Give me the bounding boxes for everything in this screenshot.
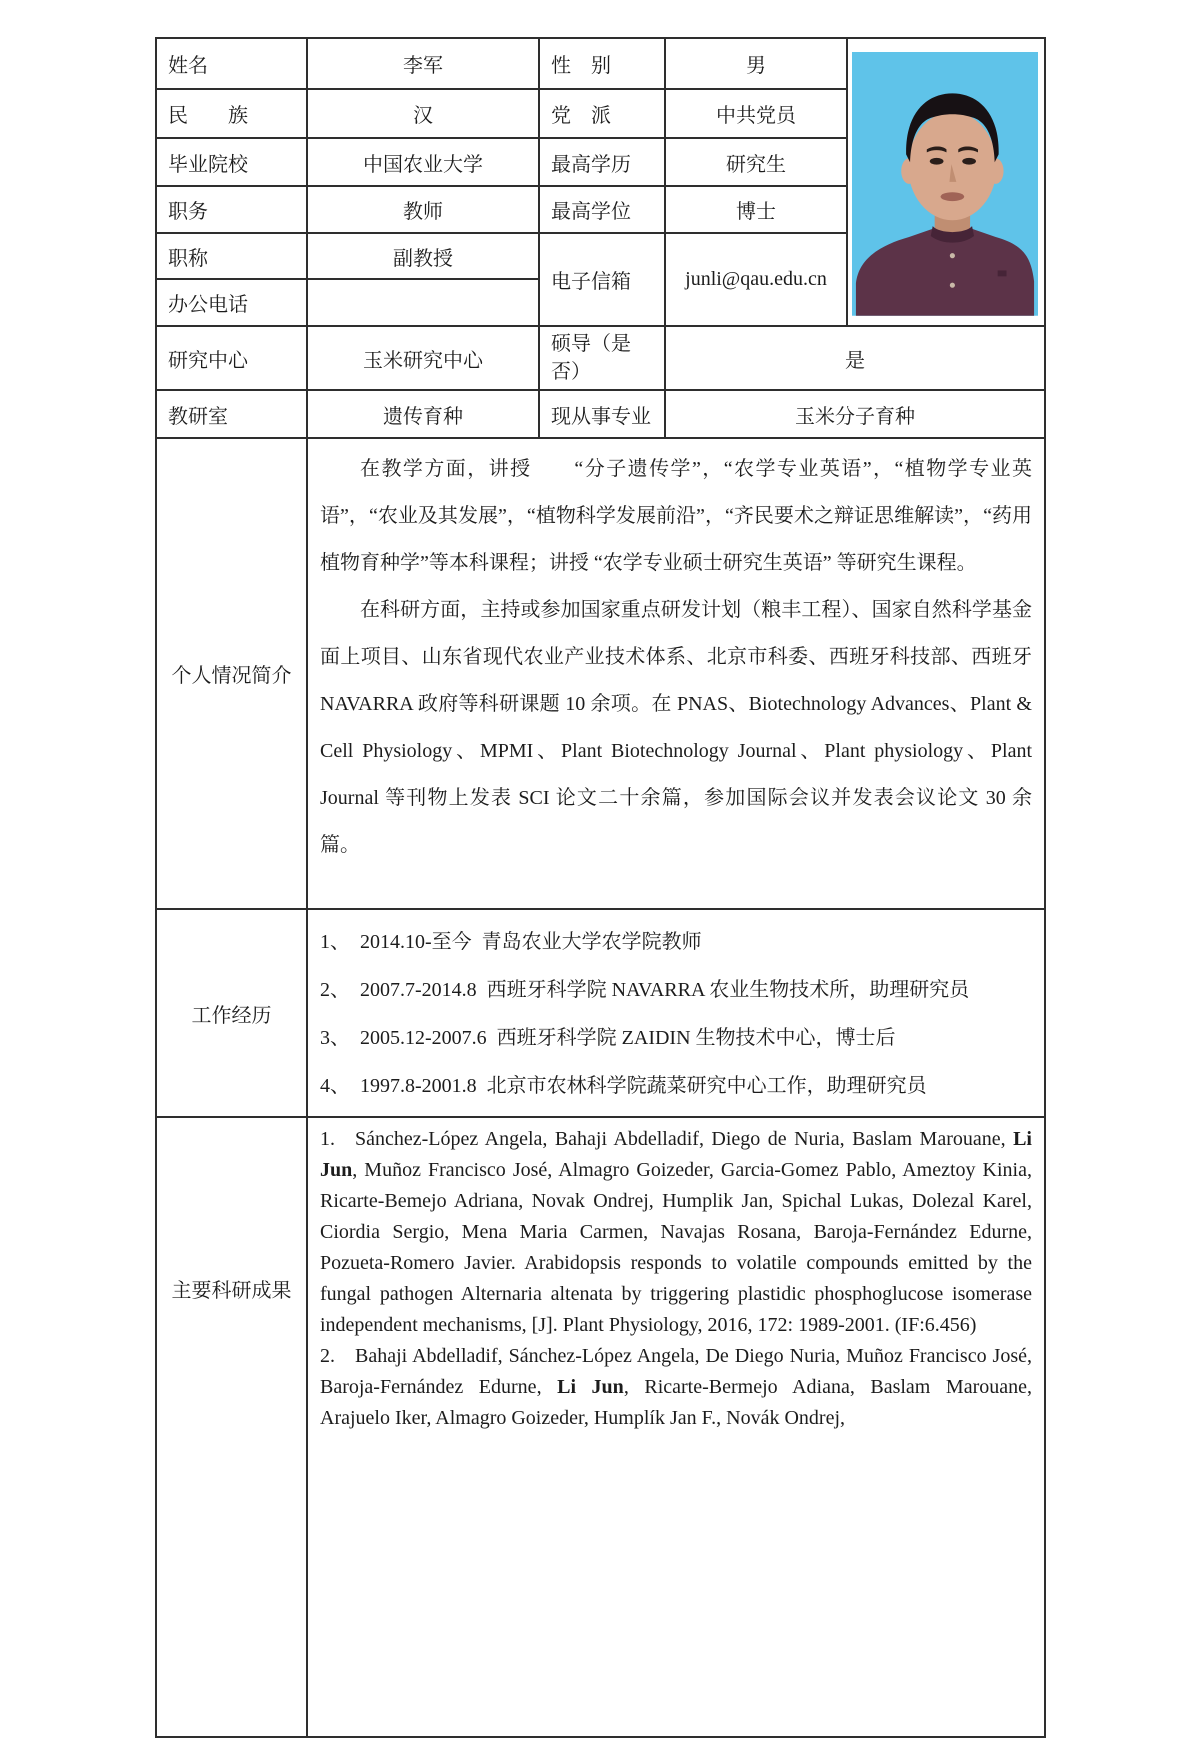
profile-paragraph: 在教学方面，讲授 “分子遗传学”，“农学专业英语”，“植物学专业英语”，“农业及其发展”，“植物科学发展前沿”，“齐民要术之辩证思维解读”，“药用植物育种学”等本科课程；讲授 “农学专业硕士研究生英语” 等研究生课程。 xyxy=(320,458,1032,574)
teaching-office-label: 教研室 xyxy=(156,390,307,438)
education-value: 研究生 xyxy=(665,138,847,186)
table-row xyxy=(156,909,1045,1117)
gender-label: 性 别 xyxy=(539,38,665,89)
highlighted-author-name: Li Jun xyxy=(557,1376,624,1398)
position-value: 教师 xyxy=(307,186,539,233)
work-section-label: 工作经历 xyxy=(156,909,307,1117)
photo-cell xyxy=(847,38,1045,326)
publication-item: 2. Bahaji Abdelladif, Sánchez-López Angela, De Diego Nuria, Muñoz Francisco José, Baroja-Fernández Edurne, Li Jun, Ricarte-Bermejo Adiana, Baslam Marouane, Arajuelo Iker, Almagro Goizeder, Humplík Jan F., Novák Ondrej, xyxy=(320,1345,1032,1429)
mouth-shape xyxy=(941,192,965,201)
title-label: 职称 xyxy=(156,233,307,279)
publications-list xyxy=(320,1120,1032,1434)
school-label: 毕业院校 xyxy=(156,138,307,186)
supervisor-label: 硕导（是否） xyxy=(539,326,665,390)
eye-right xyxy=(962,158,976,165)
table-row xyxy=(156,438,1045,909)
degree-value: 博士 xyxy=(665,186,847,233)
table-row xyxy=(156,326,1045,390)
highlighted-author-name: Li Jun xyxy=(320,1128,1032,1181)
profile-section-label: 个人情况简介 xyxy=(156,438,307,909)
work-section-content xyxy=(307,909,1045,1117)
table-row xyxy=(156,390,1045,438)
face-shape xyxy=(908,112,997,220)
school-value: 中国农业大学 xyxy=(307,138,539,186)
shirt-button xyxy=(950,253,955,258)
work-history-list xyxy=(320,912,1032,1110)
supervisor-value: 是 xyxy=(665,326,1045,390)
email-label: 电子信箱 xyxy=(539,233,665,326)
office-phone-value xyxy=(307,279,539,326)
ethnicity-label: 民 族 xyxy=(156,89,307,138)
ethnicity-value: 汉 xyxy=(307,89,539,138)
name-value: 李军 xyxy=(307,38,539,89)
profile-paragraph: 在科研方面，主持或参加国家重点研发计划（粮丰工程）、国家自然科学基金面上项目、山东省现代农业产业技术体系、北京市科委、西班牙科技部、西班牙 NAVARRA 政府等科研课题 10 余项。在 PNAS、Biotechnology Advances、Plant & Cell Physiology、MPMI、Plant Biotechnology Journal、Plant physiology、Plant Journal 等刊物上发表 SCI 论文二十余篇，参加国际会议并发表会议论文 30 余篇。 xyxy=(320,599,1032,856)
specialty-label: 现从事专业 xyxy=(539,390,665,438)
party-value: 中共党员 xyxy=(665,89,847,138)
profile-paragraphs xyxy=(320,441,1032,869)
work-history-item: 4、 1997.8-2001.8 北京市农林科学院蔬菜研究中心工作，助理研究员 xyxy=(320,1075,927,1097)
faculty-profile-table xyxy=(155,37,1046,1738)
publication-item: 1. Sánchez-López Angela, Bahaji Abdelladif, Diego de Nuria, Baslam Marouane, Li Jun, Muñoz Francisco José, Almagro Goizeder, Garcia-Gomez Pablo, Ameztoy Kinia, Ricarte-Bemejo Adriana, Novak Ondrej, Humplik Jan, Spichal Lukas, Dolezal Karel, Ciordia Sergio, Mena Maria Carmen, Navajas Rosana, Baroja-Fernández Edurne, Pozueta-Romero Javier. Arabidopsis responds to volatile compounds emitted by the fungal pathogen Alternaria altenata by triggering plastidic phosphoglucose isomerase independent mechanisms, [J]. Plant Physiology, 2016, 172: 1989-2001. (IF:6.456) xyxy=(320,1128,1032,1336)
shirt-button xyxy=(950,283,955,288)
title-value: 副教授 xyxy=(307,233,539,279)
teaching-office-value: 遗传育种 xyxy=(307,390,539,438)
table-row xyxy=(156,1117,1045,1737)
table-row xyxy=(156,38,1045,89)
name-label: 姓名 xyxy=(156,38,307,89)
research-center-value: 玉米研究中心 xyxy=(307,326,539,390)
publications-section-content xyxy=(307,1117,1045,1737)
email-value: junli@qau.edu.cn xyxy=(665,233,847,326)
work-history-item: 2、 2007.7-2014.8 西班牙科学院 NAVARRA 农业生物技术所，助理研究员 xyxy=(320,979,970,1001)
party-label: 党 派 xyxy=(539,89,665,138)
eye-left xyxy=(930,158,944,165)
education-label: 最高学历 xyxy=(539,138,665,186)
person-portrait-graphic xyxy=(852,52,1038,316)
degree-label: 最高学位 xyxy=(539,186,665,233)
position-label: 职务 xyxy=(156,186,307,233)
pocket-mark xyxy=(998,270,1007,276)
specialty-value: 玉米分子育种 xyxy=(665,390,1045,438)
research-center-label: 研究中心 xyxy=(156,326,307,390)
publications-section-label: 主要科研成果 xyxy=(156,1117,307,1737)
office-phone-label: 办公电话 xyxy=(156,279,307,326)
profile-section-content xyxy=(307,438,1045,909)
id-photo xyxy=(852,52,1038,316)
work-history-item: 1、 2014.10-至今 青岛农业大学农学院教师 xyxy=(320,931,702,953)
gender-value: 男 xyxy=(665,38,847,89)
work-history-item: 3、 2005.12-2007.6 西班牙科学院 ZAIDIN 生物技术中心，博士后 xyxy=(320,1027,896,1049)
